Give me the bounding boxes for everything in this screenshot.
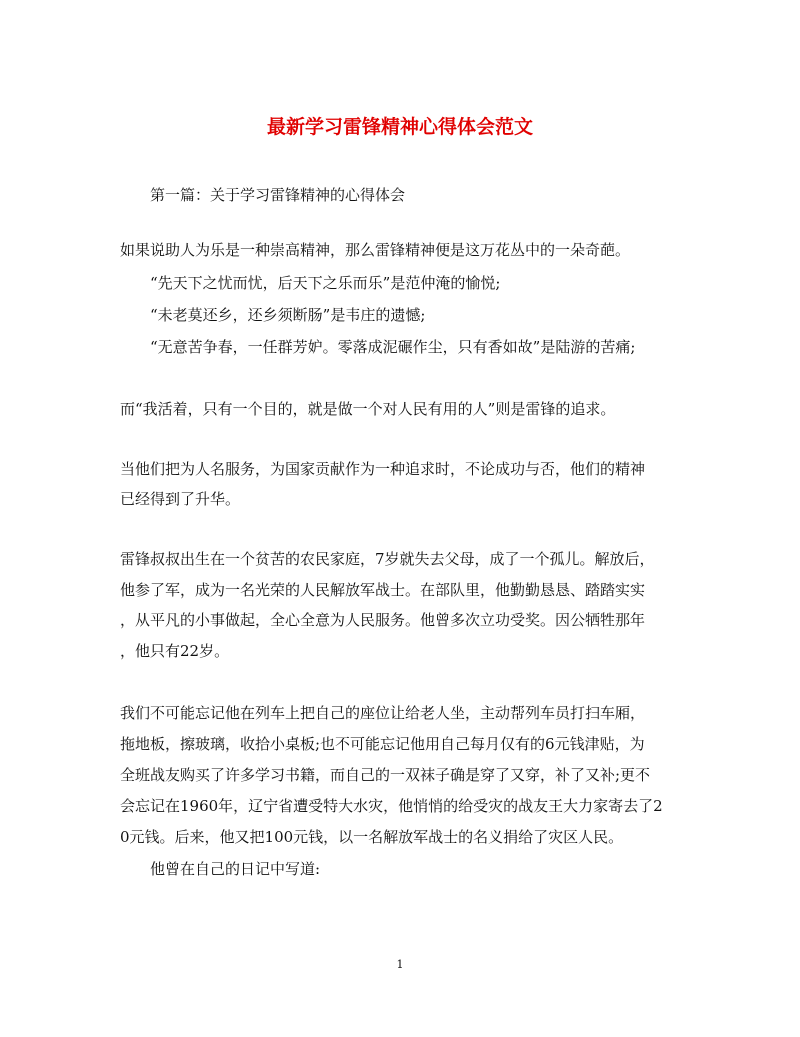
paragraph-line: 他参了军，成为一名光荣的人民解放军战士。在部队里，他勤勤恳恳、踏踏实实 <box>120 581 646 599</box>
page-number: 1 <box>396 958 404 971</box>
paragraph-line: 0元钱。后来，他又把100元钱，以一名解放军战士的名义捐给了灾区人民。 <box>120 828 624 846</box>
paragraph-line: 已经得到了升华。 <box>120 490 241 508</box>
paragraph-line: 当他们把为人名服务，为国家贡献作为一种追求时，不论成功与否，他们的精神 <box>120 460 646 478</box>
paragraph-line: 如果说助人为乐是一种崇高精神，那么雷锋精神便是这万花丛中的一朵奇葩。 <box>120 241 631 259</box>
section-heading: 第一篇：关于学习雷锋精神的心得体会 <box>150 186 406 204</box>
paragraph-line: 我们不可能忘记他在列车上把自己的座位让给老人坐，主动帮列车员打扫车厢， <box>120 704 646 722</box>
paragraph-line: ，他只有22岁。 <box>120 642 230 660</box>
paragraph-line: 雷锋叔叔出生在一个贫苦的农民家庭，7岁就失去父母，成了一个孤儿。解放后， <box>120 550 655 568</box>
paragraph-line: 会忘记在1960年，辽宁省遭受特大水灾，他悄悄的给受灾的战友王大力家寄去了2 <box>120 797 663 815</box>
paragraph-line: “未老莫还乡，还乡须断肠”是韦庄的遗憾; <box>150 306 426 324</box>
paragraph-line: “无意苦争春，一任群芳妒。零落成泥碾作尘，只有香如故”是陆游的苦痛; <box>150 338 636 356</box>
paragraph-line: “先天下之忧而忧，后天下之乐而乐”是范仲淹的愉悦; <box>150 274 501 292</box>
paragraph-line: 拖地板，擦玻璃，收拾小桌板;也不可能忘记他用自己每月仅有的6元钱津贴，为 <box>120 735 645 753</box>
paragraph-line: 全班战友购买了许多学习书籍，而自己的一双袜子确是穿了又穿，补了又补;更不 <box>120 766 651 784</box>
paragraph-line: 他曾在自己的日记中写道: <box>150 860 321 878</box>
paragraph-line: 而“我活着，只有一个目的，就是做一个对人民有用的人”则是雷锋的追求。 <box>120 400 616 418</box>
paragraph-line: ，从平凡的小事做起，全心全意为人民服务。他曾多次立功受奖。因公牺牲那年 <box>120 611 646 629</box>
document-title: 最新学习雷锋精神心得体会范文 <box>266 116 533 138</box>
